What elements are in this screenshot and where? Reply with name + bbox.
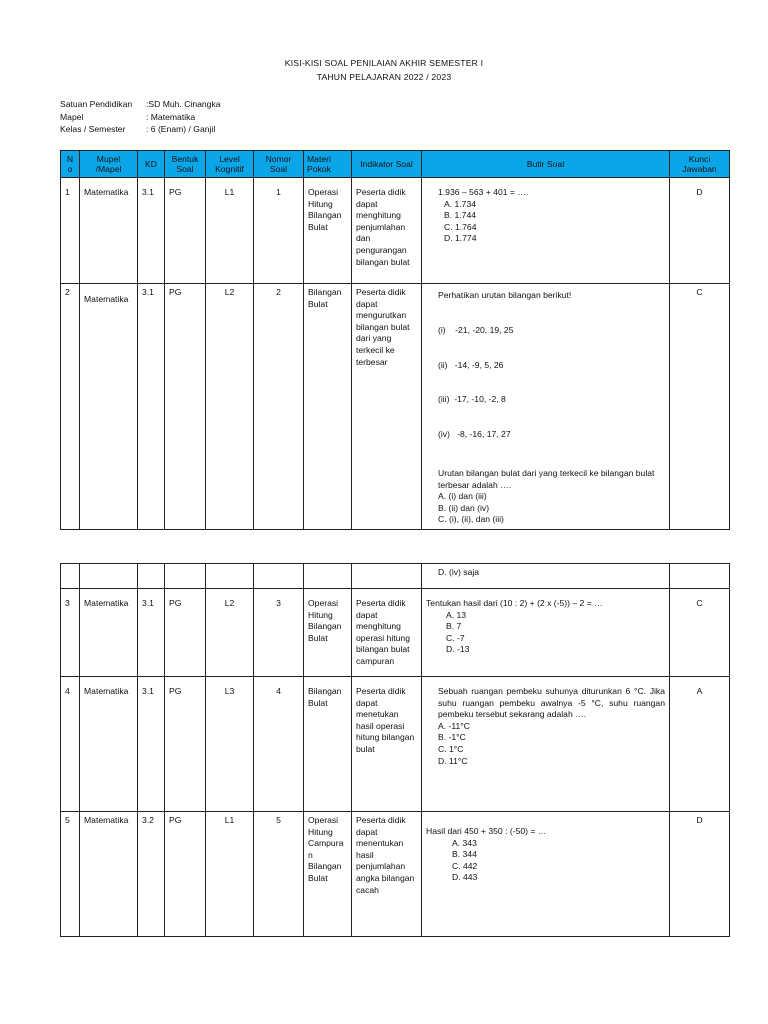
meta-label: Kelas / Semester <box>60 124 126 134</box>
col-header-indikator: Indikator Soal <box>352 151 422 178</box>
option: B. 344 <box>452 849 477 860</box>
cell-level: L2 <box>206 284 254 530</box>
col-header-kunci: Kunci Jawaban <box>670 151 730 178</box>
question-text: 1.936 – 563 + 401 = …. <box>438 187 529 197</box>
answer-options <box>438 491 665 526</box>
school-info <box>60 98 221 136</box>
option: D. 11°C <box>438 755 468 766</box>
option: C. -7 <box>446 632 465 643</box>
col-header-no: N o <box>61 151 80 178</box>
table-row <box>61 178 730 284</box>
option: A. 1.734 <box>444 198 477 209</box>
cell-kd: 3.1 <box>138 284 165 530</box>
option: A. 13 <box>446 609 467 620</box>
cell-no: 4 <box>61 677 80 812</box>
list-item: (ii) -14, -9, 5, 26 <box>438 359 504 370</box>
option: D. 1.774 <box>444 233 477 244</box>
answer-options <box>438 199 665 245</box>
cell-kd: 3.2 <box>138 812 165 937</box>
cell-butir <box>422 677 670 812</box>
table-row <box>61 812 730 937</box>
cell-indikator: Peserta didik dapat menetukan hasil operasi hitung bilangan bulat <box>352 677 422 812</box>
col-header-level: Level Kognitif <box>206 151 254 178</box>
kisi-kisi-table-page-2 <box>60 563 730 937</box>
cell-level: L1 <box>206 812 254 937</box>
cell-materi: Bilangan Bulat <box>304 677 352 812</box>
option: D. -13 <box>446 644 470 655</box>
cell-nomor: 2 <box>254 284 304 530</box>
cell-nomor: 1 <box>254 178 304 284</box>
cell-indikator: Peserta didik dapat menghitung operasi hitung bilangan bulat campuran <box>352 589 422 677</box>
cell-mapel: Matematika <box>80 589 138 677</box>
list-item: (iv) -8, -16, 17, 27 <box>438 429 511 440</box>
option: A. 343 <box>452 837 477 848</box>
cell-materi: Operasi Hitung Bilangan Bulat <box>304 589 352 677</box>
cell-butir <box>422 178 670 284</box>
table-row <box>61 677 730 812</box>
answer-options <box>438 721 665 767</box>
question-text: Hasil dari 450 + 350 : (-50) = … <box>426 826 547 836</box>
cell-level: L2 <box>206 589 254 677</box>
question-text: Tentukan hasil dari (10 : 2) + (2 x (-5)) – 2 = … <box>426 598 603 608</box>
cell-materi: Operasi Hitung Bilangan Bulat <box>304 178 352 284</box>
option: D. (iv) saja <box>438 567 480 577</box>
cell-bentuk: PG <box>165 677 206 812</box>
col-header-butir: Butir Soal <box>422 151 670 178</box>
answer-options <box>426 838 665 884</box>
col-header-kd: KD <box>138 151 165 178</box>
cell-no: 5 <box>61 812 80 937</box>
cell-bentuk: PG <box>165 284 206 530</box>
table-row <box>61 589 730 677</box>
cell-kd: 3.1 <box>138 178 165 284</box>
meta-value: :SD Muh. Cinangka <box>146 99 221 109</box>
cell-butir <box>422 812 670 937</box>
cell-bentuk: PG <box>165 178 206 284</box>
cell-kunci: D <box>670 178 730 284</box>
cell-bentuk: PG <box>165 812 206 937</box>
col-header-mapel: Mupel /Mapel <box>80 151 138 178</box>
option: B. -1°C <box>438 732 466 743</box>
table-row <box>61 284 730 530</box>
cell-kd: 3.1 <box>138 677 165 812</box>
question-text: Sebuah ruangan pembeku suhunya diturunkan 6 °C. Jika suhu ruangan pembeku awalnya -5 °C, suhu ruangan pembeku tersebut sekarang adalah …. <box>438 686 665 720</box>
cell-nomor: 5 <box>254 812 304 937</box>
option: B. 1.744 <box>444 210 477 221</box>
cell-kd: 3.1 <box>138 589 165 677</box>
cell-kunci: C <box>670 284 730 530</box>
option: C. 1°C <box>438 743 464 754</box>
option: C. 1.764 <box>444 221 477 232</box>
cell-indikator: Peserta didik dapat menentukan hasil penjumlahan angka bilangan cacah <box>352 812 422 937</box>
number-list <box>438 302 665 464</box>
meta-value: : 6 (Enam) / Ganjil <box>146 124 216 134</box>
cell-mapel: Matematika <box>80 178 138 284</box>
option: B. 7 <box>446 621 462 632</box>
cell-level: L3 <box>206 677 254 812</box>
option: D. 443 <box>452 872 478 883</box>
cell-kunci: D <box>670 812 730 937</box>
cell-no: 1 <box>61 178 80 284</box>
document-subtitle: TAHUN PELAJARAN 2022 / 2023 <box>316 72 452 82</box>
document-title: KISI-KISI SOAL PENILAIAN AKHIR SEMESTER I <box>284 58 484 68</box>
answer-options <box>426 610 665 656</box>
cell-no: 2 <box>61 284 80 530</box>
continuation-row <box>61 564 730 589</box>
question-text: Perhatikan urutan bilangan berikut! <box>438 290 572 300</box>
option: B. (ii) dan (iv) <box>438 502 490 513</box>
table-header-row <box>61 151 730 178</box>
cell-indikator: Peserta didik dapat mengurutkan bilangan bulat dari yang terkecil ke terbesar <box>352 284 422 530</box>
cell-bentuk: PG <box>165 589 206 677</box>
cell-butir <box>422 564 670 589</box>
col-header-bentuk: Bentuk Soal <box>165 151 206 178</box>
cell-indikator: Peserta didik dapat menghitung penjumlahan dan pengurangan bilangan bulat <box>352 178 422 284</box>
kisi-kisi-table-page-1 <box>60 150 730 530</box>
option: C. (i), (ii), dan (iii) <box>438 514 504 525</box>
list-item: (i) -21, -20, 19, 25 <box>438 324 514 335</box>
option: A. -11°C <box>438 720 470 731</box>
cell-mapel: Matematika <box>80 677 138 812</box>
col-header-materi: Materi Pokok <box>304 151 352 178</box>
list-item: (iii) -17, -10, -2, 8 <box>438 394 506 405</box>
cell-kunci: A <box>670 677 730 812</box>
cell-no: 3 <box>61 589 80 677</box>
cell-mapel: Matematika <box>80 284 138 530</box>
meta-label: Satuan Pendidikan <box>60 99 133 109</box>
cell-materi: Operasi Hitung Campura n Bilangan Bulat <box>304 812 352 937</box>
cell-mapel: Matematika <box>80 812 138 937</box>
cell-nomor: 4 <box>254 677 304 812</box>
cell-materi: Bilangan Bulat <box>304 284 352 530</box>
option: C. 442 <box>452 860 478 871</box>
cell-butir <box>422 284 670 530</box>
col-header-nomor: Nomor Soal <box>254 151 304 178</box>
question-text-2: Urutan bilangan bulat dari yang terkecil ke bilangan bulat terbesar adalah …. <box>438 467 655 490</box>
meta-value: : Matematika <box>146 111 196 122</box>
cell-nomor: 3 <box>254 589 304 677</box>
cell-butir <box>422 589 670 677</box>
option: A. (i) dan (iii) <box>438 491 487 502</box>
cell-kunci: C <box>670 589 730 677</box>
cell-level: L1 <box>206 178 254 284</box>
meta-label: Mapel <box>60 111 84 122</box>
